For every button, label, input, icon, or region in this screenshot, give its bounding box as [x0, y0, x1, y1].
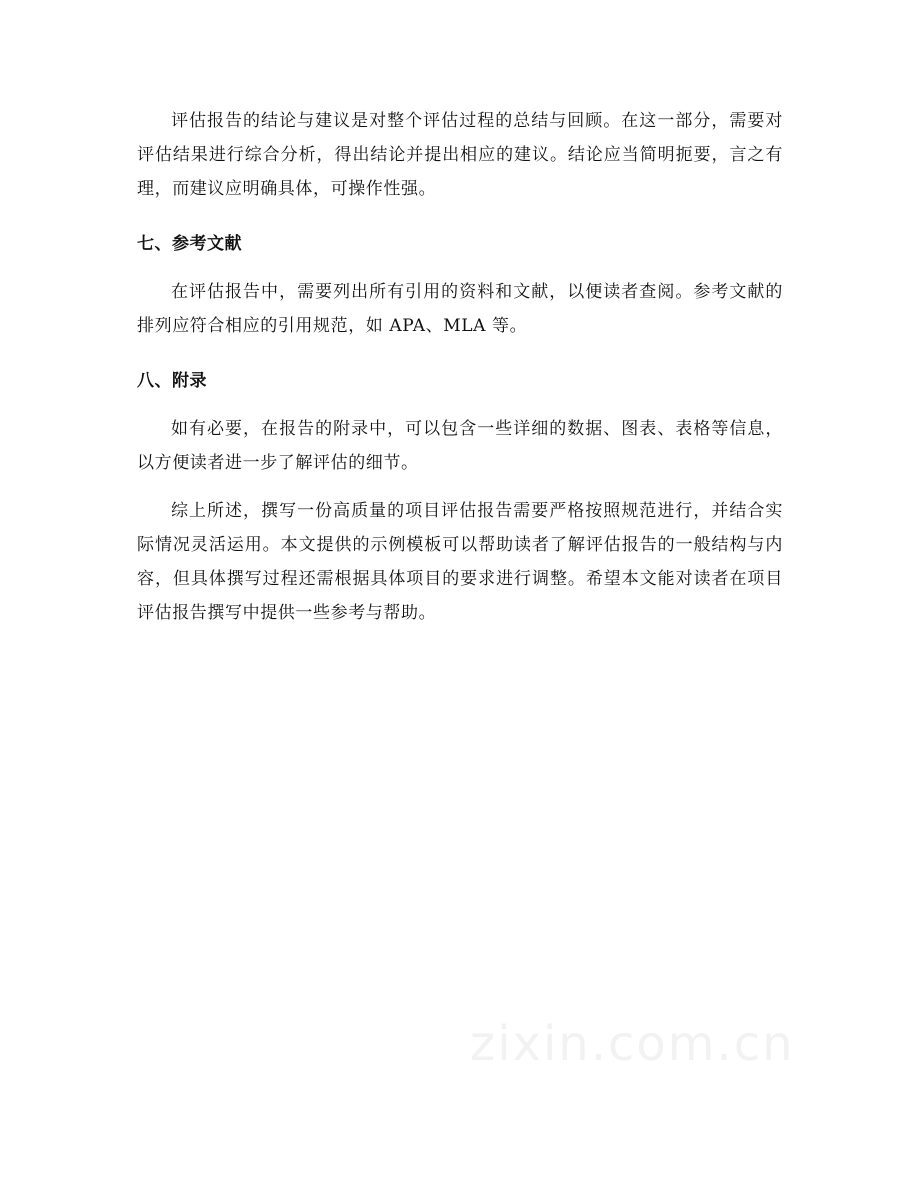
references-paragraph: 在评估报告中，需要列出所有引用的资料和文献，以便读者查阅。参考文献的排列应符合相应的引用规范，如 APA、MLA 等。 — [137, 282, 783, 336]
section-8-heading: 八、附录 — [137, 371, 207, 391]
section-7-heading: 七、参考文献 — [137, 234, 242, 254]
summary-paragraph: 综上所述，撰写一份高质量的项目评估报告需要严格按照规范进行，并结合实际情况灵活运用。本文提供的示例模板可以帮助读者了解评估报告的一般结构与内容，但具体撰写过程还需根据具体项目的要求进行调整。希望本文能对读者在项目评估报告撰写中提供一些参考与帮助。 — [137, 501, 783, 623]
conclusion-paragraph: 评估报告的结论与建议是对整个评估过程的总结与回顾。在这一部分，需要对评估结果进行综合分析，得出结论并提出相应的建议。结论应当简明扼要，言之有理，而建议应明确具体，可操作性强。 — [137, 111, 783, 199]
document-body — [137, 104, 783, 630]
watermark-text: zixin.com.cn — [470, 1016, 795, 1072]
appendix-paragraph: 如有必要，在报告的附录中，可以包含一些详细的数据、图表、表格等信息，以方便读者进一步了解评估的细节。 — [137, 419, 783, 473]
